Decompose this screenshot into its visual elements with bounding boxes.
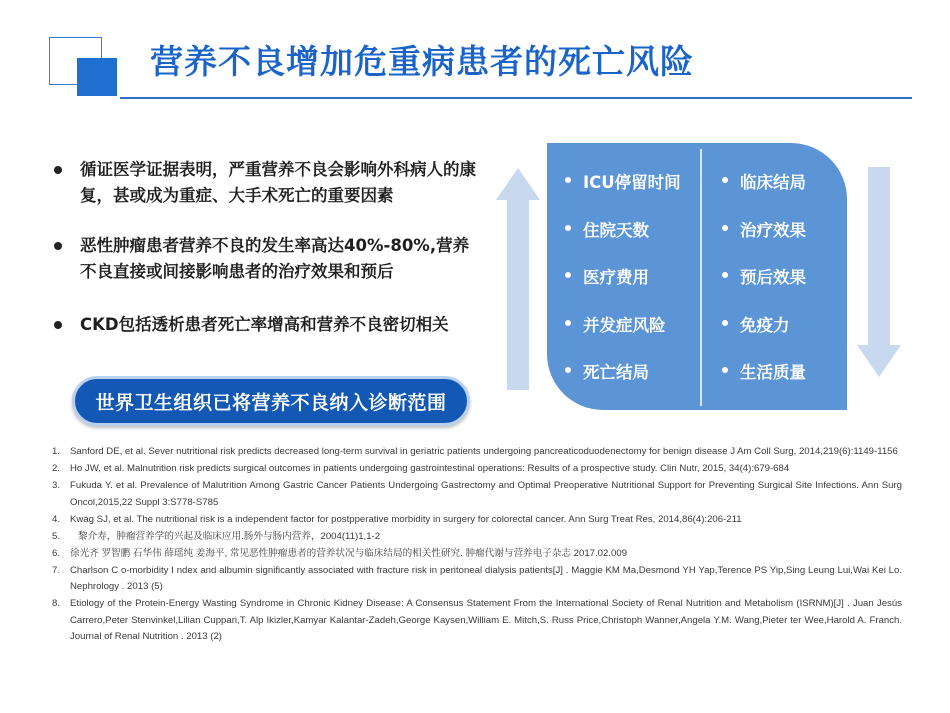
panel-item: 预后效果 xyxy=(722,264,806,312)
reference-item: 4. Kwag SJ, et al. The nutritional risk is a independent factor for postpperative morbidity in surgery for colorectal cancer. Ann Surg Treat Res, 2014,86(4):206-211 xyxy=(52,513,742,525)
reference-item: 5. 黎介寿，肿瘤营养学的兴起及临床应用.肠外与肠内营养，2004(11)1,1-2 xyxy=(52,530,381,542)
bullet-dot-icon xyxy=(54,321,62,329)
bullet-dot-icon xyxy=(722,225,728,231)
bullet-dot-icon xyxy=(565,225,571,231)
impact-panel xyxy=(547,143,847,410)
panel-divider xyxy=(700,149,702,406)
reference-item: 6. 徐光齐 罗智鹏 石华伟 薛瑶纯 姜海平, 常见恶性肿瘤患者的营养状况与临床结局的相关性研究. 肿瘤代谢与营养电子杂志 2017.02.009 xyxy=(52,547,628,559)
bullet-dot-icon xyxy=(54,166,62,174)
who-banner-text: 世界卫生组织已将营养不良纳入诊断范围 xyxy=(95,391,447,414)
page-title: 营养不良增加危重病患者的死亡风险 xyxy=(150,42,694,81)
bullet-dot-icon xyxy=(722,367,728,373)
title-decoration-square xyxy=(77,58,117,96)
bullet-dot-icon xyxy=(565,320,571,326)
reference-list xyxy=(52,444,902,646)
panel-item: 医疗费用 xyxy=(565,264,681,312)
panel-left-list xyxy=(565,169,681,407)
panel-item: 免疫力 xyxy=(722,312,806,360)
bullet-dot-icon xyxy=(565,272,571,278)
bullet-dot-icon xyxy=(722,320,728,326)
bullet-item xyxy=(50,312,480,338)
panel-item: 生活质量 xyxy=(722,359,806,407)
reference-item: 7. Charlson C o-morbidity I ndex and albumin significantly associated with fracture risk in peritoneal dialysis patients[J] . Maggie KM Ma,Desmond YH Yap,Terence PS Yip,Sing Leung Lui,Wai Kei Lo. Nephrology . 2013 (5) xyxy=(52,564,902,592)
bullet-text: 恶性肿瘤患者营养不良的发生率高达40%-80%,营养不良直接或间接影响患者的治疗效果和预后 xyxy=(80,236,470,281)
panel-item: 并发症风险 xyxy=(565,312,681,360)
bullet-item xyxy=(50,157,480,209)
bullet-dot-icon xyxy=(54,242,62,250)
title-divider xyxy=(120,97,912,99)
bullet-dot-icon xyxy=(565,177,571,183)
panel-item: 死亡结局 xyxy=(565,359,681,407)
who-banner xyxy=(72,376,470,426)
panel-right-list xyxy=(722,169,806,407)
arrow-down-icon xyxy=(857,167,901,377)
bullet-text: CKD包括透析患者死亡率增高和营养不良密切相关 xyxy=(80,315,449,334)
bullet-dot-icon xyxy=(722,272,728,278)
arrow-up-icon xyxy=(496,168,540,390)
reference-item: 8. Etiology of the Protein-Energy Wasting Syndrome in Chronic Kidney Disease: A Consensus Statement From the International Society of Renal Nutrition and Metabolism (ISRNM)[J] . Juan Jesús Carrero,Peter Stenvinkel,Lilian Cuppari,T. Alp Ikizler,Kamyar Kalantar-Zadeh,George Kaysen,William E. Mitch,S. Russ Price,Christoph Wanner,Angela Y.M. Wang,Pieter ter Wee,Harold A. Franch. Journal of Renal Nutrition . 2013 (2) xyxy=(52,598,902,642)
bullet-item xyxy=(50,233,480,285)
bullet-text: 循证医学证据表明，严重营养不良会影响外科病人的康复，甚或成为重症、大手术死亡的重要因素 xyxy=(80,160,476,205)
reference-item: 1. Sanford DE, et al. Sever nutritional risk predicts decreased long-term survival in geriatric patients undergoing pancreaticoduodenectomy for benign disease J Am Coll Surg, 2014,219(6):1149-1156 xyxy=(52,446,898,457)
bullet-dot-icon xyxy=(565,367,571,373)
reference-item: 2. Ho JW, et al. Malnutrition risk predicts surgical outcomes in patients undergoing gastrointestinal operations: Results of a prospective study. Clin Nutr, 2015, 34(4):679-684 xyxy=(52,463,790,474)
panel-item: 临床结局 xyxy=(722,169,806,217)
bullet-dot-icon xyxy=(722,177,728,183)
panel-item: ICU停留时间 xyxy=(565,169,681,217)
panel-item: 住院天数 xyxy=(565,217,681,265)
reference-item: 3. Fukuda Y. et al. Prevalence of Malutrition Among Gastric Cancer Patients Undergoing Gastrectomy and Optimal Preoperative Nutritional Support for Preventing Surgical Site Infections. Ann Surg Oncol,2015,22 Suppl 3:S778-S785 xyxy=(52,480,902,508)
panel-item: 治疗效果 xyxy=(722,217,806,265)
